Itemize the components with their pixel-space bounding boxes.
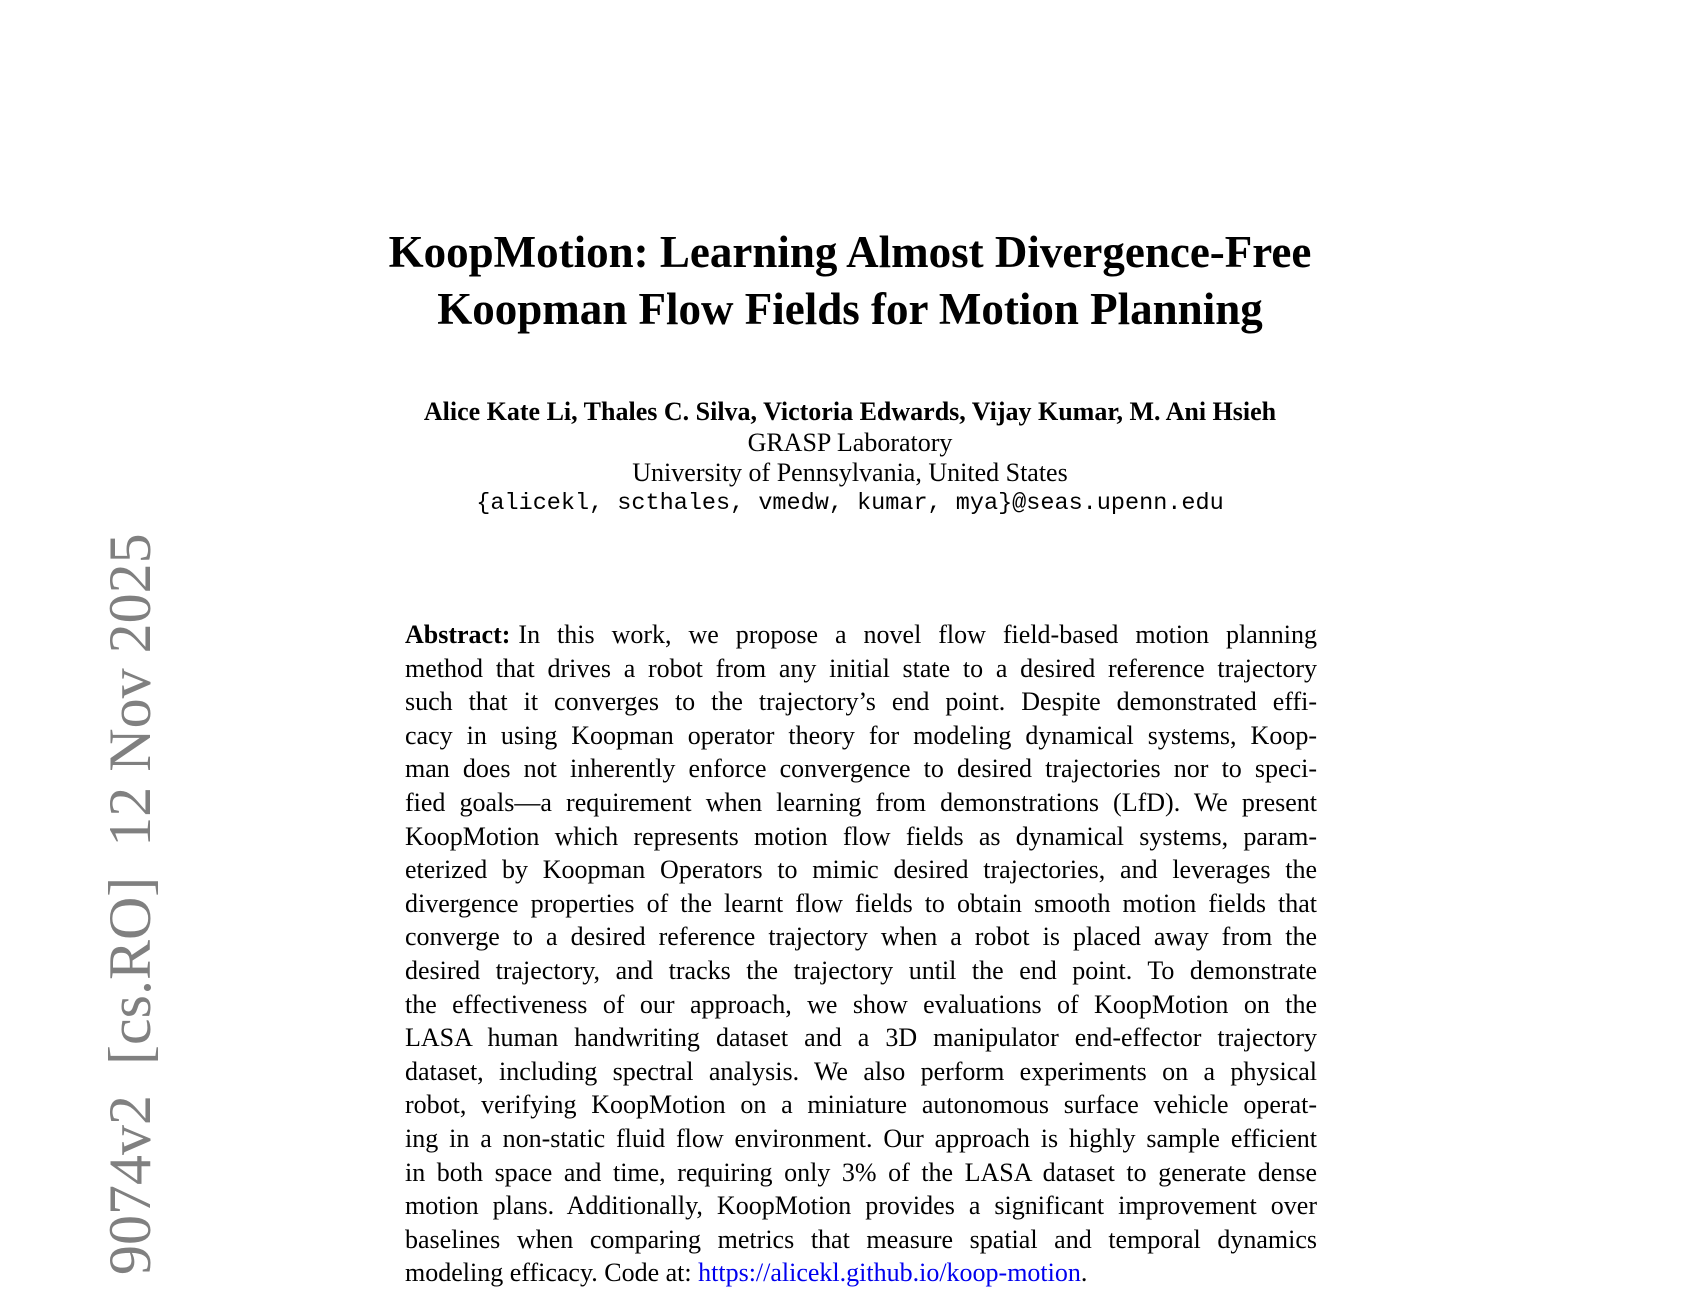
- paper-title: [0, 224, 1700, 338]
- abstract-line: robot, verifying KoopMotion on a miniature autonomous surface vehicle operat-: [405, 1090, 1317, 1120]
- abstract-label: Abstract:: [405, 620, 511, 649]
- abstract-line: motion plans. Additionally, KoopMotion provides a significant improvement over: [405, 1191, 1317, 1221]
- author-names: Alice Kate Li, Thales C. Silva, Victoria Edwards, Vijay Kumar, M. Ani Hsieh: [423, 397, 1277, 426]
- abstract: [405, 618, 1317, 1290]
- abstract-line: in both space and time, requiring only 3% of the LASA dataset to generate dense: [405, 1157, 1317, 1187]
- author-emails: {alicekl, scthales, vmedw, kumar, mya}@seas.upenn.edu: [476, 489, 1224, 517]
- abstract-line: such that it converges to the trajectory’s end point. Despite demonstrated effi-: [405, 687, 1317, 717]
- title-line-1: KoopMotion: Learning Almost Divergence-Free: [388, 227, 1312, 277]
- abstract-line: cacy in using Koopman operator theory for modeling dynamical systems, Koop-: [405, 720, 1317, 750]
- abstract-line: man does not inherently enforce convergence to desired trajectories nor to speci-: [405, 754, 1317, 784]
- abstract-line: ing in a non-static fluid flow environment. Our approach is highly sample efficient: [405, 1123, 1317, 1153]
- abstract-line: LASA human handwriting dataset and a 3D manipulator end-effector trajectory: [405, 1023, 1317, 1053]
- abstract-line: baselines when comparing metrics that measure spatial and temporal dynamics: [405, 1224, 1317, 1254]
- author-block: [0, 397, 1700, 519]
- arxiv-category: [cs.RO]: [97, 876, 163, 1065]
- abstract-line: Abstract: In this work, we propose a novel flow field-based motion planning: [405, 620, 1317, 649]
- abstract-line: dataset, including spectral analysis. We also perform experiments on a physical: [405, 1056, 1317, 1086]
- abstract-line: KoopMotion which represents motion flow fields as dynamical systems, param-: [405, 821, 1317, 851]
- abstract-line: converge to a desired reference trajectory when a robot is placed away from the: [405, 922, 1317, 952]
- affiliation-lab: GRASP Laboratory: [747, 427, 953, 457]
- abstract-line: desired trajectory, and tracks the trajectory until the end point. To demonstrate: [405, 955, 1317, 985]
- abstract-line: method that drives a robot from any initial state to a desired reference trajectory: [405, 653, 1317, 683]
- abstract-line: divergence properties of the learnt flow fields to obtain smooth motion fields that: [405, 888, 1317, 918]
- abstract-line: modeling efficacy. Code at: https://alicekl.github.io/koop-motion.: [405, 1258, 1088, 1288]
- code-link[interactable]: https://alicekl.github.io/koop-motion: [698, 1258, 1081, 1288]
- abstract-line: the effectiveness of our approach, we show evaluations of KoopMotion on the: [405, 989, 1317, 1019]
- abstract-line: eterized by Koopman Operators to mimic desired trajectories, and leverages the: [405, 855, 1317, 885]
- arxiv-id: 9074v2: [97, 1095, 163, 1275]
- arxiv-date: 12 Nov 2025: [97, 533, 163, 847]
- abstract-line: fied goals—a requirement when learning from demonstrations (LfD). We present: [405, 787, 1317, 817]
- arxiv-stamp: [97, 503, 163, 1275]
- affiliation-university: University of Pennsylvania, United States: [632, 458, 1068, 487]
- title-line-2: Koopman Flow Fields for Motion Planning: [437, 284, 1263, 334]
